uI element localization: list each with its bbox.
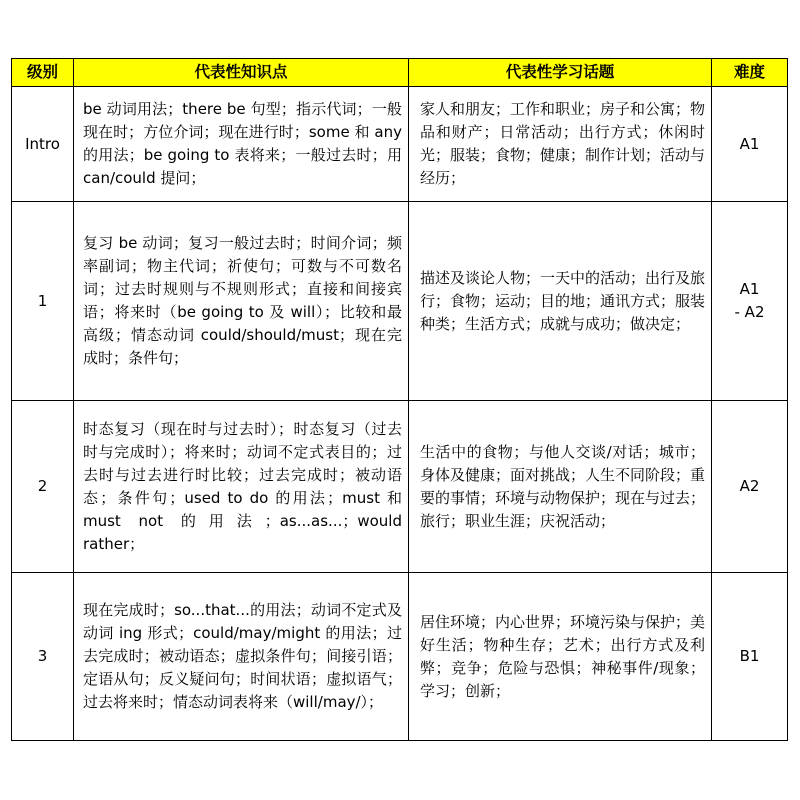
level-cell: 1	[12, 202, 74, 401]
table-row	[12, 573, 788, 741]
difficulty-value: B1	[739, 647, 760, 665]
topics-cell: 描述及谈论人物；一天中的活动；出行及旅行；食物；运动；目的地；通讯方式；服装种类；生活方式；成就与成功；做决定；	[409, 202, 712, 401]
difficulty-cell	[712, 202, 788, 401]
header-knowledge: 代表性知识点	[74, 59, 409, 87]
topics-cell: 家人和朋友；工作和职业；房子和公寓；物品和财产；日常活动；出行方式；休闲时光；服装；食物；健康；制作计划；活动与经历；	[409, 87, 712, 202]
table-row	[12, 202, 788, 401]
knowledge-cell: be 动词用法；there be 句型；指示代词；一般现在时；方位介词；现在进行时；some 和 any 的用法；be going to 表将来；一般过去时；用 can/could 提问；	[74, 87, 409, 202]
curriculum-table	[11, 58, 788, 741]
difficulty-cell	[712, 87, 788, 202]
difficulty-value: A2	[739, 477, 760, 495]
knowledge-cell: 时态复习（现在时与过去时）；时态复习（过去时与完成时）；将来时；动词不定式表目的；过去时与过去进行时比较；过去完成时；被动语态；条件句；used to do 的用法；must 和 must not 的用法；as...as...；would rather；	[74, 401, 409, 573]
difficulty-value: - A2	[734, 303, 765, 321]
header-topics: 代表性学习话题	[409, 59, 712, 87]
knowledge-cell: 现在完成时；so...that...的用法；动词不定式及动词 ing 形式；could/may/might 的用法；过去完成时；被动语态；虚拟条件句；间接引语；定语从句；反义疑问句；时间状语；虚拟语气；过去将来时；情态动词表将来（will/may/）；	[74, 573, 409, 741]
difficulty-value: A1	[739, 280, 760, 298]
difficulty-cell	[712, 401, 788, 573]
header-level: 级别	[12, 59, 74, 87]
table-row	[12, 87, 788, 202]
level-cell: Intro	[12, 87, 74, 202]
difficulty-value: A1	[739, 134, 760, 153]
header-difficulty: 难度	[712, 59, 788, 87]
difficulty-cell	[712, 573, 788, 741]
header-row	[12, 59, 788, 87]
topics-cell: 生活中的食物；与他人交谈/对话；城市；身体及健康；面对挑战；人生不同阶段；重要的事情；环境与动物保护；现在与过去；旅行；职业生涯；庆祝活动；	[409, 401, 712, 573]
level-cell: 2	[12, 401, 74, 573]
knowledge-cell: 复习 be 动词；复习一般过去时；时间介词；频率副词；物主代词；祈使句；可数与不可数名词；过去时规则与不规则形式；直接和间接宾语；将来时（be going to 及 will）；比较和最高级；情态动词 could/should/must；现在完成时；条件句；	[74, 202, 409, 401]
table-row	[12, 401, 788, 573]
level-cell: 3	[12, 573, 74, 741]
topics-cell: 居住环境；内心世界；环境污染与保护；美好生活；物种生存；艺术；出行方式及利弊；竞争；危险与恐惧；神秘事件/现象；学习；创新；	[409, 573, 712, 741]
